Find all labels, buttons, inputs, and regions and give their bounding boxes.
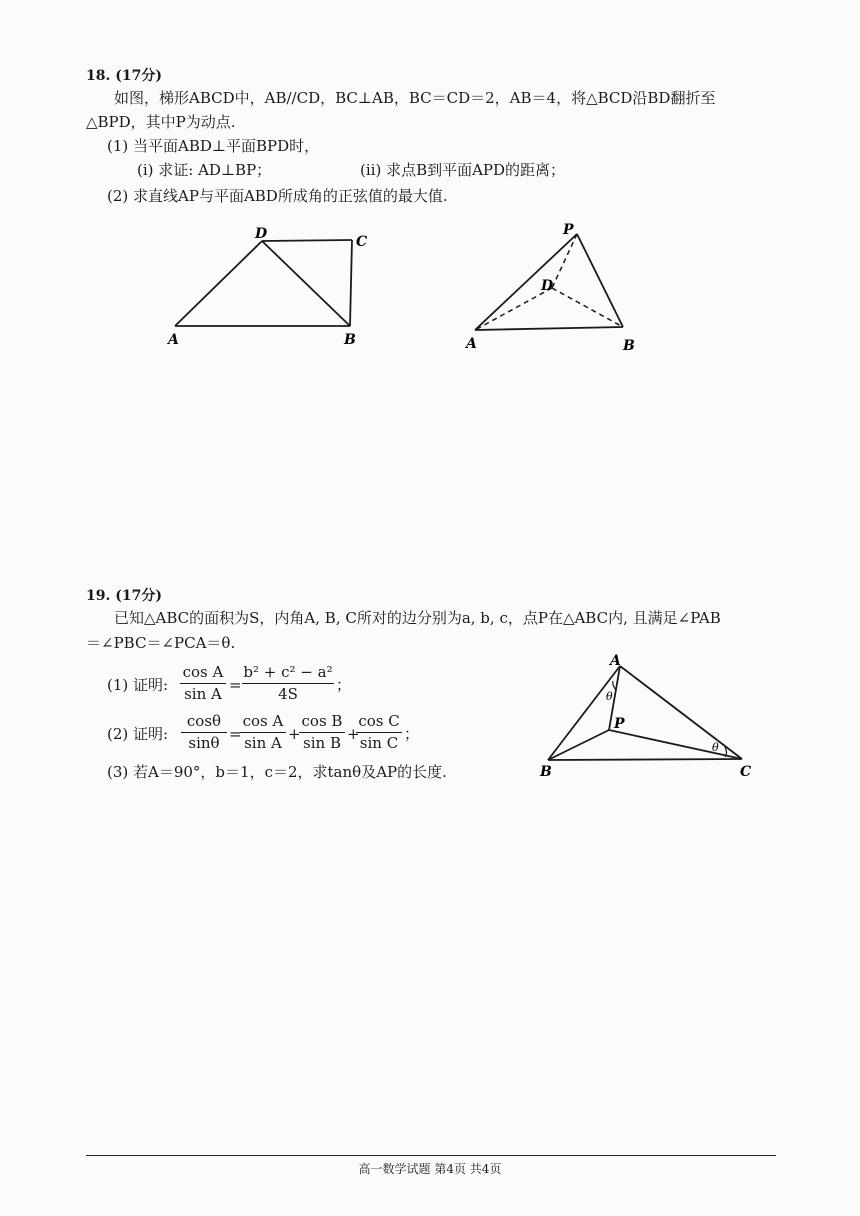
q19-part3: (3) 若A＝90°，b＝1，c＝2，求tanθ及AP的长度. — [107, 763, 447, 781]
denominator: sin A — [184, 685, 222, 703]
numerator: cos A — [242, 712, 284, 730]
edge-DB — [552, 288, 623, 327]
label-A: A — [610, 653, 621, 669]
denominator: sin B — [303, 734, 341, 752]
edge-CD — [262, 240, 352, 241]
q18-stem-line2: △BPD，其中P为动点. — [86, 113, 236, 131]
q18-part2: (2) 求直线AP与平面ABD所成角的正弦值的最大值. — [107, 187, 448, 205]
label-C: C — [740, 764, 752, 780]
edge-BC — [548, 759, 742, 760]
frac-cosA — [240, 712, 286, 753]
label-A: A — [168, 332, 179, 348]
frac-cosA-sinA — [180, 663, 226, 704]
semicolon: ； — [336, 676, 352, 694]
edge-PD — [552, 234, 577, 288]
q18-trapezoid-figure — [150, 220, 390, 355]
edge-AB — [548, 666, 620, 760]
numerator: cos A — [182, 663, 224, 681]
theta-label-A: θ — [606, 690, 613, 703]
plus-sign: + — [288, 725, 301, 743]
q19-part1-label: (1) 证明: — [107, 676, 169, 694]
semicolon: ； — [404, 725, 420, 743]
q18-part1-i: (ⅰ) 求证: AD⊥BP； — [137, 161, 272, 179]
equals-sign: = — [229, 676, 242, 694]
edge-AP — [475, 234, 577, 330]
label-A: A — [466, 336, 477, 352]
q18-part1: (1) 当平面ABD⊥平面BPD时， — [107, 137, 320, 155]
angle-arc-A — [613, 681, 616, 690]
label-P: P — [614, 716, 625, 732]
frac-cosB — [299, 712, 345, 753]
denominator: sin A — [244, 734, 282, 752]
q19-stem-line1: 已知△ABC的面积为S，内角A, B, C所对的边分别为a, b, c，点P在△ABC内, 且满足∠PAB — [114, 609, 721, 627]
equals-sign: = — [229, 725, 242, 743]
label-D: D — [541, 278, 554, 294]
label-B: B — [540, 764, 552, 780]
theta-label-C: θ — [712, 741, 719, 754]
denominator: sinθ — [188, 734, 220, 752]
edge-DA — [175, 241, 262, 326]
numerator: cosθ — [186, 712, 222, 730]
denominator: sin C — [359, 734, 399, 752]
label-D: D — [255, 226, 268, 242]
plus-sign: + — [347, 725, 360, 743]
label-B: B — [623, 338, 635, 354]
frac-cosC — [356, 712, 402, 753]
q18-stem-line1: 如图，梯形ABCD中，AB//CD，BC⊥AB，BC＝CD＝2，AB＝4，将△BCD沿BD翻折至 — [114, 89, 716, 107]
numerator: cos C — [358, 712, 400, 730]
q19-stem-line2: ＝∠PBC＝∠PCA＝θ. — [86, 634, 236, 652]
edge-PB — [577, 234, 623, 327]
q18-part1-ii: (ⅱ) 求点B到平面APD的距离； — [360, 161, 566, 179]
frac-sides-area — [242, 663, 334, 704]
q18-heading: 18. (17分) — [86, 68, 162, 84]
q18-tetrahedron-figure — [455, 218, 655, 358]
q19-heading: 19. (17分) — [86, 588, 162, 604]
edge-DB — [262, 241, 350, 326]
numerator: cos B — [301, 712, 343, 730]
angle-arc-C — [725, 747, 727, 757]
numerator: b² + c² − a² — [243, 663, 333, 681]
segment-PB — [548, 730, 609, 760]
label-P: P — [563, 222, 574, 238]
edge-AB — [475, 327, 623, 330]
q19-triangle-figure — [530, 648, 760, 783]
frac-cos-theta — [181, 712, 227, 753]
footer-rule — [86, 1155, 776, 1156]
denominator: 4S — [278, 685, 298, 703]
edge-BC — [350, 240, 352, 326]
page-footer: 高一数学试题 第4页 共4页 — [358, 1162, 502, 1176]
label-B: B — [344, 332, 356, 348]
label-C: C — [356, 234, 368, 250]
q19-part2-label: (2) 证明: — [107, 725, 169, 743]
